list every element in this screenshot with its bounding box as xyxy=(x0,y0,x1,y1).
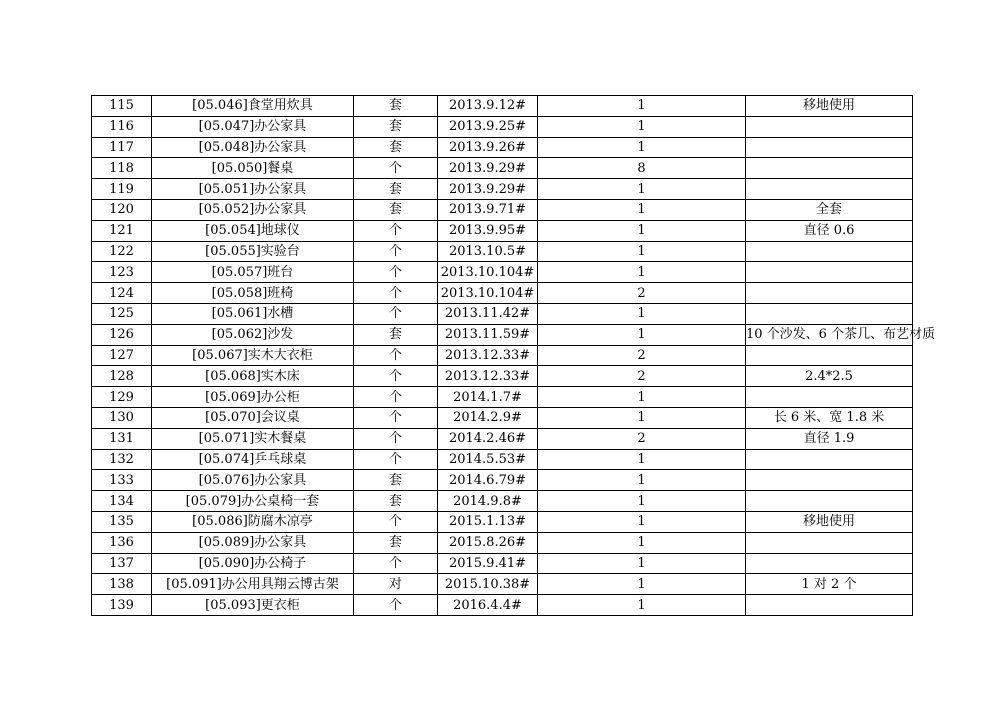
date-cell: 2015.8.26# xyxy=(438,532,538,553)
quantity-cell: 1 xyxy=(538,574,746,595)
item-name-cell: [05.055]实验台 xyxy=(152,241,354,262)
unit-cell: 个 xyxy=(354,220,438,241)
quantity-cell: 1 xyxy=(538,179,746,200)
remark-cell: 2.4*2.5 xyxy=(746,366,913,387)
remark-cell: 直径 1.9 xyxy=(746,428,913,449)
row-number-cell: 138 xyxy=(92,574,152,595)
quantity-cell: 1 xyxy=(538,116,746,137)
item-name-cell: [05.090]办公椅子 xyxy=(152,553,354,574)
date-cell: 2013.10.104# xyxy=(438,283,538,304)
unit-cell: 套 xyxy=(354,491,438,512)
unit-cell: 套 xyxy=(354,199,438,220)
date-cell: 2013.9.29# xyxy=(438,158,538,179)
unit-cell: 套 xyxy=(354,116,438,137)
item-name-cell: [05.046]食堂用炊具 xyxy=(152,96,354,117)
row-number-cell: 135 xyxy=(92,511,152,532)
table-row xyxy=(92,345,913,366)
remark-cell xyxy=(746,387,913,408)
row-number-cell: 134 xyxy=(92,491,152,512)
quantity-cell: 2 xyxy=(538,428,746,449)
table-row xyxy=(92,137,913,158)
date-cell: 2013.9.71# xyxy=(438,199,538,220)
remark-cell xyxy=(746,158,913,179)
quantity-cell: 2 xyxy=(538,345,746,366)
date-cell: 2014.6.79# xyxy=(438,470,538,491)
item-name-cell: [05.071]实木餐桌 xyxy=(152,428,354,449)
item-name-cell: [05.089]办公家具 xyxy=(152,532,354,553)
item-name-cell: [05.048]办公家具 xyxy=(152,137,354,158)
unit-cell: 套 xyxy=(354,532,438,553)
unit-cell: 个 xyxy=(354,241,438,262)
quantity-cell: 1 xyxy=(538,470,746,491)
remark-cell: 10 个沙发、6 个茶几、布艺材质 xyxy=(746,324,913,345)
quantity-cell: 1 xyxy=(538,199,746,220)
item-name-cell: [05.062]沙发 xyxy=(152,324,354,345)
table-row xyxy=(92,470,913,491)
quantity-cell: 1 xyxy=(538,241,746,262)
table-row xyxy=(92,553,913,574)
row-number-cell: 115 xyxy=(92,96,152,117)
row-number-cell: 129 xyxy=(92,387,152,408)
quantity-cell: 1 xyxy=(538,449,746,470)
table-row xyxy=(92,491,913,512)
unit-cell: 个 xyxy=(354,387,438,408)
table-row xyxy=(92,241,913,262)
remark-cell xyxy=(746,345,913,366)
unit-cell: 个 xyxy=(354,303,438,324)
item-name-cell: [05.047]办公家具 xyxy=(152,116,354,137)
remark-cell xyxy=(746,241,913,262)
unit-cell: 个 xyxy=(354,553,438,574)
remark-cell xyxy=(746,137,913,158)
remark-cell xyxy=(746,595,913,616)
row-number-cell: 121 xyxy=(92,220,152,241)
row-number-cell: 120 xyxy=(92,199,152,220)
date-cell: 2014.1.7# xyxy=(438,387,538,408)
remark-cell xyxy=(746,283,913,304)
date-cell: 2013.9.29# xyxy=(438,179,538,200)
item-name-cell: [05.051]办公家具 xyxy=(152,179,354,200)
remark-cell xyxy=(746,116,913,137)
remark-cell: 直径 0.6 xyxy=(746,220,913,241)
remark-cell xyxy=(746,262,913,283)
table-row xyxy=(92,283,913,304)
date-cell: 2013.10.5# xyxy=(438,241,538,262)
remark-cell: 全套 xyxy=(746,199,913,220)
date-cell: 2015.1.13# xyxy=(438,511,538,532)
remark-cell xyxy=(746,303,913,324)
table-row xyxy=(92,324,913,345)
date-cell: 2014.2.46# xyxy=(438,428,538,449)
unit-cell: 个 xyxy=(354,449,438,470)
date-cell: 2013.9.95# xyxy=(438,220,538,241)
item-name-cell: [05.091]办公用具翔云博古架 xyxy=(152,574,354,595)
row-number-cell: 118 xyxy=(92,158,152,179)
table-row xyxy=(92,387,913,408)
remark-cell xyxy=(746,532,913,553)
item-name-cell: [05.057]班台 xyxy=(152,262,354,283)
table-row xyxy=(92,199,913,220)
quantity-cell: 1 xyxy=(538,303,746,324)
unit-cell: 套 xyxy=(354,96,438,117)
date-cell: 2015.10.38# xyxy=(438,574,538,595)
quantity-cell: 1 xyxy=(538,262,746,283)
item-name-cell: [05.050]餐桌 xyxy=(152,158,354,179)
table-row xyxy=(92,262,913,283)
quantity-cell: 1 xyxy=(538,532,746,553)
row-number-cell: 122 xyxy=(92,241,152,262)
table-row xyxy=(92,449,913,470)
item-name-cell: [05.067]实木大衣柜 xyxy=(152,345,354,366)
unit-cell: 套 xyxy=(354,137,438,158)
table-row xyxy=(92,511,913,532)
remark-cell: 移地使用 xyxy=(746,96,913,117)
item-name-cell: [05.054]地球仪 xyxy=(152,220,354,241)
date-cell: 2013.12.33# xyxy=(438,345,538,366)
table-row xyxy=(92,366,913,387)
quantity-cell: 1 xyxy=(538,511,746,532)
row-number-cell: 127 xyxy=(92,345,152,366)
quantity-cell: 1 xyxy=(538,220,746,241)
row-number-cell: 125 xyxy=(92,303,152,324)
date-cell: 2013.9.12# xyxy=(438,96,538,117)
row-number-cell: 137 xyxy=(92,553,152,574)
remark-cell: 长 6 米、宽 1.8 米 xyxy=(746,407,913,428)
row-number-cell: 126 xyxy=(92,324,152,345)
date-cell: 2015.9.41# xyxy=(438,553,538,574)
item-name-cell: [05.074]乒乓球桌 xyxy=(152,449,354,470)
quantity-cell: 2 xyxy=(538,283,746,304)
row-number-cell: 123 xyxy=(92,262,152,283)
table-row xyxy=(92,428,913,449)
unit-cell: 套 xyxy=(354,324,438,345)
table-row xyxy=(92,158,913,179)
quantity-cell: 1 xyxy=(538,553,746,574)
unit-cell: 个 xyxy=(354,345,438,366)
quantity-cell: 1 xyxy=(538,595,746,616)
table-row xyxy=(92,595,913,616)
row-number-cell: 131 xyxy=(92,428,152,449)
item-name-cell: [05.086]防腐木凉亭 xyxy=(152,511,354,532)
table-row xyxy=(92,574,913,595)
table-row xyxy=(92,407,913,428)
row-number-cell: 130 xyxy=(92,407,152,428)
quantity-cell: 1 xyxy=(538,137,746,158)
row-number-cell: 116 xyxy=(92,116,152,137)
unit-cell: 个 xyxy=(354,262,438,283)
asset-table xyxy=(91,95,936,616)
unit-cell: 个 xyxy=(354,366,438,387)
date-cell: 2013.9.26# xyxy=(438,137,538,158)
unit-cell: 个 xyxy=(354,511,438,532)
date-cell: 2013.11.59# xyxy=(438,324,538,345)
quantity-cell: 1 xyxy=(538,407,746,428)
row-number-cell: 132 xyxy=(92,449,152,470)
date-cell: 2013.11.42# xyxy=(438,303,538,324)
table-row xyxy=(92,532,913,553)
item-name-cell: [05.068]实木床 xyxy=(152,366,354,387)
row-number-cell: 119 xyxy=(92,179,152,200)
quantity-cell: 1 xyxy=(538,491,746,512)
remark-cell xyxy=(746,553,913,574)
unit-cell: 个 xyxy=(354,407,438,428)
quantity-cell: 1 xyxy=(538,96,746,117)
quantity-cell: 1 xyxy=(538,387,746,408)
date-cell: 2014.5.53# xyxy=(438,449,538,470)
item-name-cell: [05.093]更衣柜 xyxy=(152,595,354,616)
row-number-cell: 128 xyxy=(92,366,152,387)
date-cell: 2013.10.104# xyxy=(438,262,538,283)
item-name-cell: [05.058]班椅 xyxy=(152,283,354,304)
row-number-cell: 136 xyxy=(92,532,152,553)
unit-cell: 个 xyxy=(354,158,438,179)
remark-cell xyxy=(746,491,913,512)
remark-cell xyxy=(746,449,913,470)
date-cell: 2013.9.25# xyxy=(438,116,538,137)
date-cell: 2013.12.33# xyxy=(438,366,538,387)
row-number-cell: 117 xyxy=(92,137,152,158)
table-row xyxy=(92,96,913,117)
row-number-cell: 124 xyxy=(92,283,152,304)
quantity-cell: 2 xyxy=(538,366,746,387)
unit-cell: 对 xyxy=(354,574,438,595)
unit-cell: 个 xyxy=(354,428,438,449)
unit-cell: 个 xyxy=(354,283,438,304)
remark-cell xyxy=(746,470,913,491)
table-row xyxy=(92,116,913,137)
remark-cell: 移地使用 xyxy=(746,511,913,532)
remark-cell xyxy=(746,179,913,200)
date-cell: 2014.2.9# xyxy=(438,407,538,428)
unit-cell: 套 xyxy=(354,470,438,491)
unit-cell: 个 xyxy=(354,595,438,616)
remark-cell: 1 对 2 个 xyxy=(746,574,913,595)
item-name-cell: [05.069]办公柜 xyxy=(152,387,354,408)
asset-table-body xyxy=(92,96,936,616)
item-name-cell: [05.076]办公家具 xyxy=(152,470,354,491)
row-number-cell: 133 xyxy=(92,470,152,491)
quantity-cell: 8 xyxy=(538,158,746,179)
quantity-cell: 1 xyxy=(538,324,746,345)
item-name-cell: [05.070]会议桌 xyxy=(152,407,354,428)
table-row xyxy=(92,220,913,241)
date-cell: 2016.4.4# xyxy=(438,595,538,616)
table-row xyxy=(92,179,913,200)
item-name-cell: [05.052]办公家具 xyxy=(152,199,354,220)
row-number-cell: 139 xyxy=(92,595,152,616)
unit-cell: 套 xyxy=(354,179,438,200)
date-cell: 2014.9.8# xyxy=(438,491,538,512)
item-name-cell: [05.079]办公桌椅一套 xyxy=(152,491,354,512)
table-row xyxy=(92,303,913,324)
item-name-cell: [05.061]水槽 xyxy=(152,303,354,324)
